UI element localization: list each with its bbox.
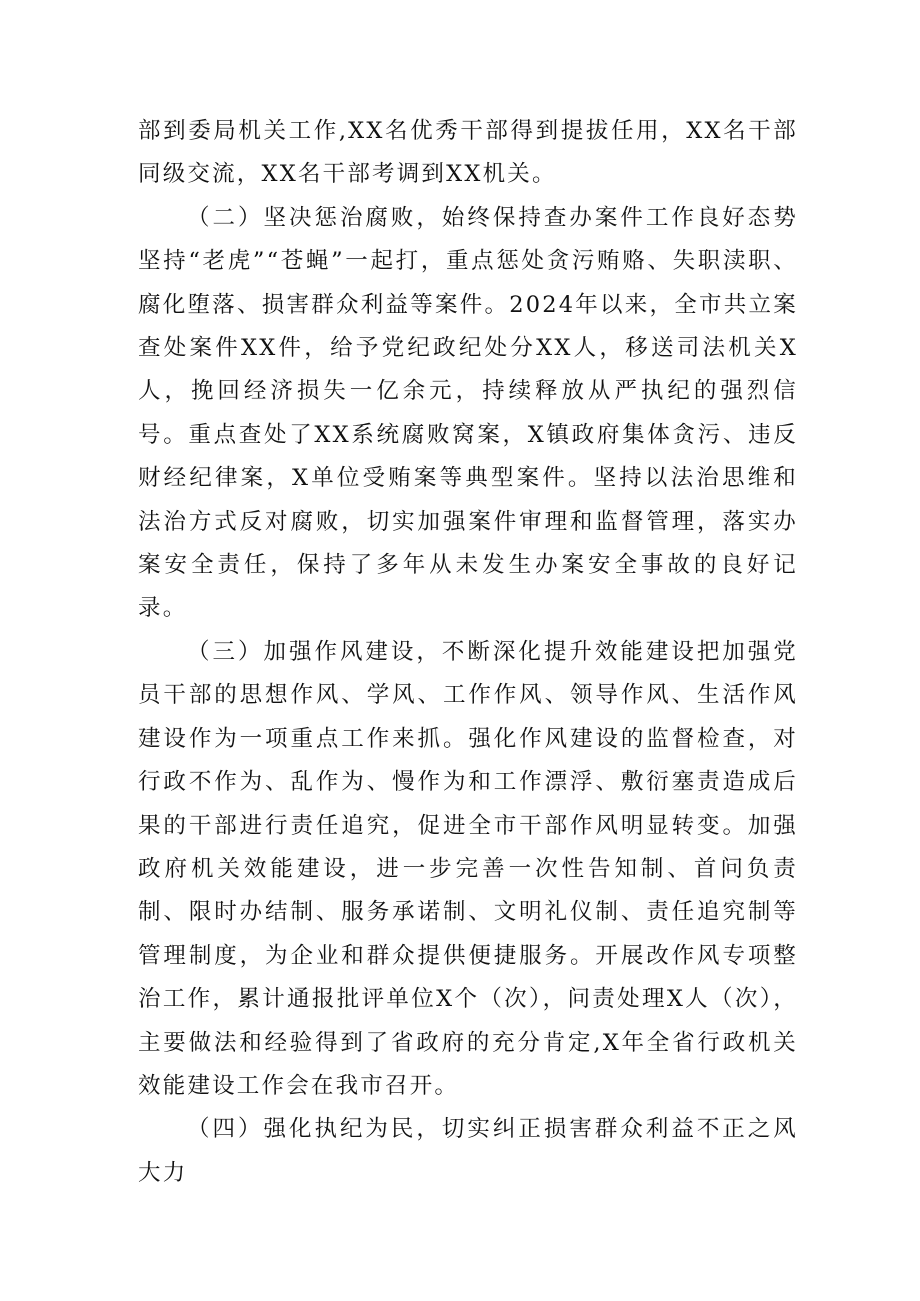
document-body <box>138 110 798 1195</box>
paragraph-section-2: （二）坚决惩治腐败，始终保持查办案件工作良好态势坚持“老虎”“苍蝇”一起打，重点惩处贪污贿赂、失职渎职、腐化堕落、损害群众利益等案件。2024年以来，全市共立案查处案件XX件，给予党纪政纪处分XX人，移送司法机关X人，挽回经济损失一亿余元，持续释放从严执纪的强烈信号。重点查处了XX系统腐败窝案，X镇政府集体贪污、违反财经纪律案，X单位受贿案等典型案件。坚持以法治思维和法治方式反对腐败，切实加强案件审理和监督管理，落实办案安全责任，保持了多年从未发生办案安全事故的良好记录。 <box>138 204 798 622</box>
paragraph-continuation: 部到委局机关工作,XX名优秀干部得到提拔任用，XX名干部同级交流，XX名干部考调到XX机关。 <box>138 118 798 188</box>
paragraph-section-4: （四）强化执纪为民，切实纠正损害群众利益不正之风大力 <box>138 1116 798 1186</box>
paragraph-section-3: （三）加强作风建设，不断深化提升效能建设把加强党员干部的思想作风、学风、工作作风、领导作风、生活作风建设作为一项重点工作来抓。强化作风建设的监督检查，对行政不作为、乱作为、慢作为和工作漂浮、敷衍塞责造成后果的干部进行责任追究，促进全市干部作风明显转变。加强政府机关效能建设，进一步完善一次性告知制、首问负责制、限时办结制、服务承诺制、文明礼仪制、责任追究制等管理制度，为企业和群众提供便捷服务。开展改作风专项整治工作，累计通报批评单位X个（次），问责处理X人（次），主要做法和经验得到了省政府的充分肯定,X年全省行政机关效能建设工作会在我市召开。 <box>138 638 798 1099</box>
